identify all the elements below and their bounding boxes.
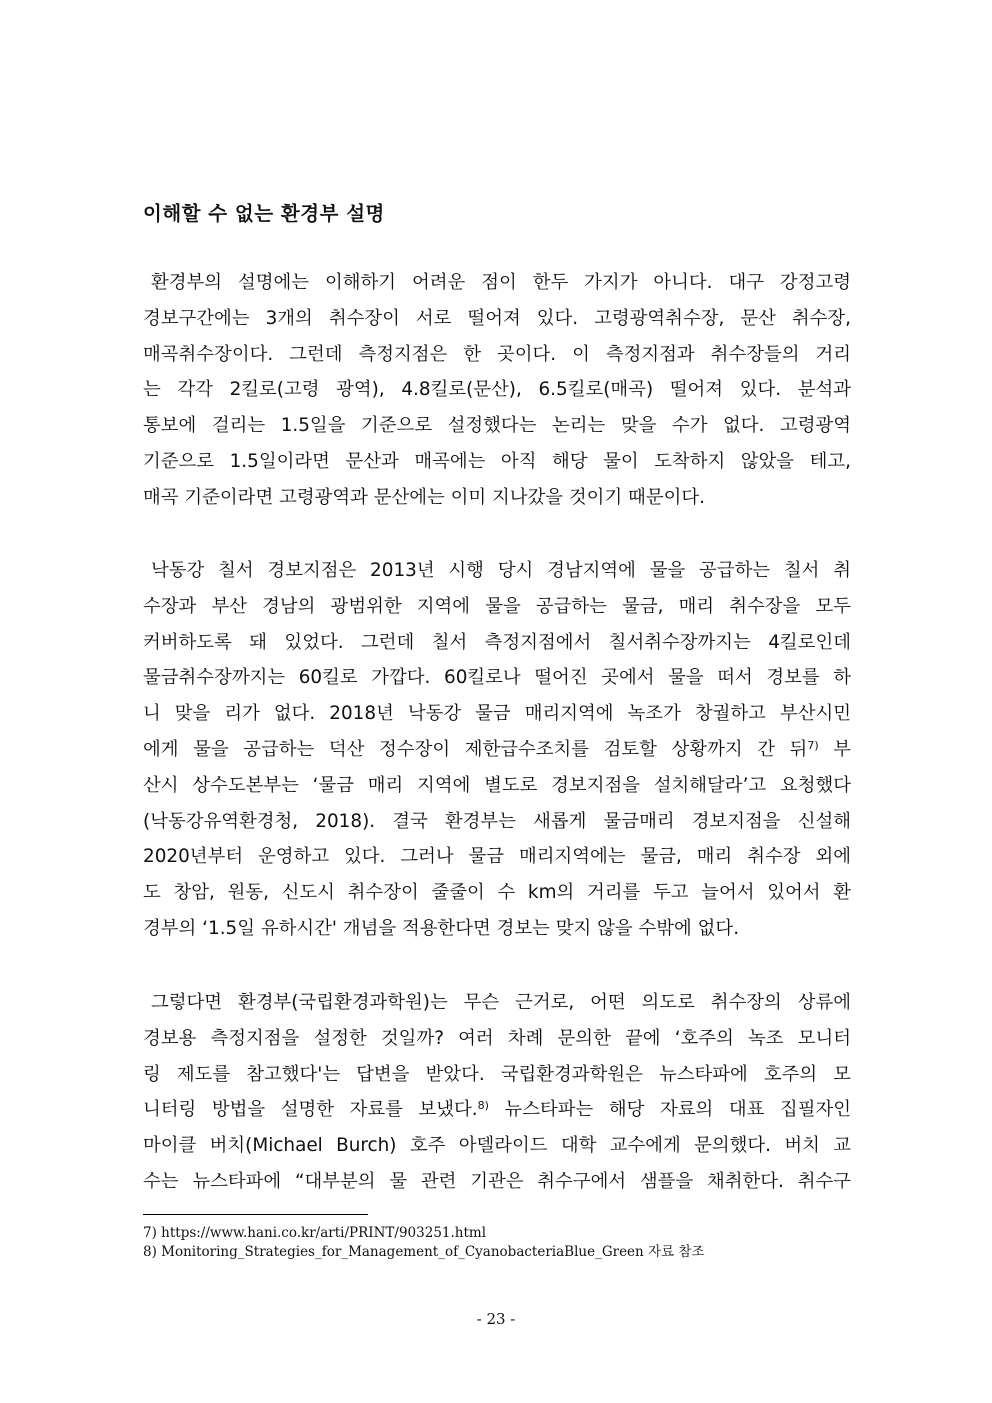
text-line: 도 창암, 원동, 신도시 취수장이 줄줄이 수 km의 거리를 두고 늘어서 있어서 환 (143, 882, 851, 904)
text-line: 산시 상수도본부는 ‘물금 매리 지역에 별도로 경보지점을 설치해달라’고 요청했다 (143, 774, 851, 796)
text-line: 매곡 기준이라면 고령광역과 문산에는 이미 지나갔을 것이기 때문이다. (143, 486, 705, 508)
text-line: 는 각각 2킬로(고령 광역), 4.8킬로(문산), 6.5킬로(매곡) 떨어져 있다. 분석과 (143, 379, 851, 401)
text-line: 매곡취수장이다. 그런데 측정지점은 한 곳이다. 이 측정지점과 취수장들의 거리 (143, 343, 851, 365)
text-line: 그렇다면 환경부(국립환경과학원)는 무슨 근거로, 어떤 의도로 취수장의 상류에 (151, 992, 851, 1013)
section-heading: 이해할 수 없는 환경부 설명 (143, 202, 385, 225)
footnote-ref-7: 7) (807, 738, 819, 752)
footnote-divider (143, 1214, 368, 1215)
text-line: 수는 뉴스타파에 “대부분의 물 관련 기관은 취수구에서 샘플을 채취한다. 취수구 (143, 1170, 851, 1192)
text-line: 니 맞을 리가 없다. 2018년 낙동강 물금 매리지역에 녹조가 창궐하고 부산시민 (143, 703, 851, 725)
text-line-with-footnote (143, 732, 851, 768)
text-line-with-footnote (143, 1092, 851, 1128)
paragraph-2 (143, 553, 851, 947)
text-line: 커버하도록 돼 있었다. 그런데 칠서 측정지점에서 칠서취수장까지는 4킬로인데 (143, 631, 851, 653)
text-segment: 뉴스타파는 해당 자료의 대표 집필자인 (488, 1099, 851, 1121)
text-line: 물금취수장까지는 60킬로 가깝다. 60킬로나 떨어진 곳에서 물을 떠서 경보를 하 (143, 667, 851, 689)
text-line: 경보용 측정지점을 설정한 것일까? 여러 차례 문의한 끝에 ‘호주의 녹조 모니터 (143, 1027, 851, 1049)
text-segment: 에게 물을 공급하는 덕산 정수장이 제한급수조치를 검토할 상황까지 간 뒤 (143, 738, 808, 760)
footnote-ref-8: 8) (477, 1099, 489, 1113)
footnote-8: 8) Monitoring_Strategies_for_Management_of_CyanobacteriaBlue_Green 자료 참조 (143, 1244, 705, 1260)
text-segment: 니터링 방법을 설명한 자료를 보냈다. (143, 1099, 478, 1121)
footnote-7: 7) https://www.hani.co.kr/arti/PRINT/903251.html (143, 1225, 487, 1241)
paragraph-1 (143, 265, 851, 516)
text-line: 환경부의 설명에는 이해하기 어려운 점이 한두 가지가 아니다. 대구 강정고령 (151, 272, 851, 293)
text-line: 링 제도를 참고했다'는 답변을 받았다. 국립환경과학원은 뉴스타파에 호주의 모 (143, 1063, 851, 1085)
text-line: 수장과 부산 경남의 광범위한 지역에 물을 공급하는 물금, 매리 취수장을 모두 (143, 595, 851, 617)
text-line: 마이클 버치(Michael Burch) 호주 아델라이드 대학 교수에게 문의했다. 버치 교 (143, 1135, 851, 1157)
text-line: 기준으로 1.5일이라면 문산과 매곡에는 아직 해당 물이 도착하지 않았을 테고, (143, 450, 851, 472)
text-line: 경보구간에는 3개의 취수장이 서로 떨어져 있다. 고령광역취수장, 문산 취수장, (143, 307, 851, 329)
text-line: 낙동강 칠서 경보지점은 2013년 시행 당시 경남지역에 물을 공급하는 칠서 취 (151, 560, 851, 581)
paragraph-3 (143, 985, 851, 1200)
text-line: 2020년부터 운영하고 있다. 그러나 물금 매리지역에는 물금, 매리 취수장 외에 (143, 846, 851, 868)
text-line: 통보에 걸리는 1.5일을 기준으로 설정했다는 논리는 맞을 수가 없다. 고령광역 (143, 415, 851, 437)
page-number: - 23 - (476, 1310, 516, 1328)
text-segment: 부 (818, 738, 851, 760)
text-line: (낙동강유역환경청, 2018). 결국 환경부는 새롭게 물금매리 경보지점을 신설해 (143, 810, 851, 832)
text-line: 경부의 ‘1.5일 유하시간' 개념을 적용한다면 경보는 맞지 않을 수밖에 없다. (143, 917, 740, 939)
